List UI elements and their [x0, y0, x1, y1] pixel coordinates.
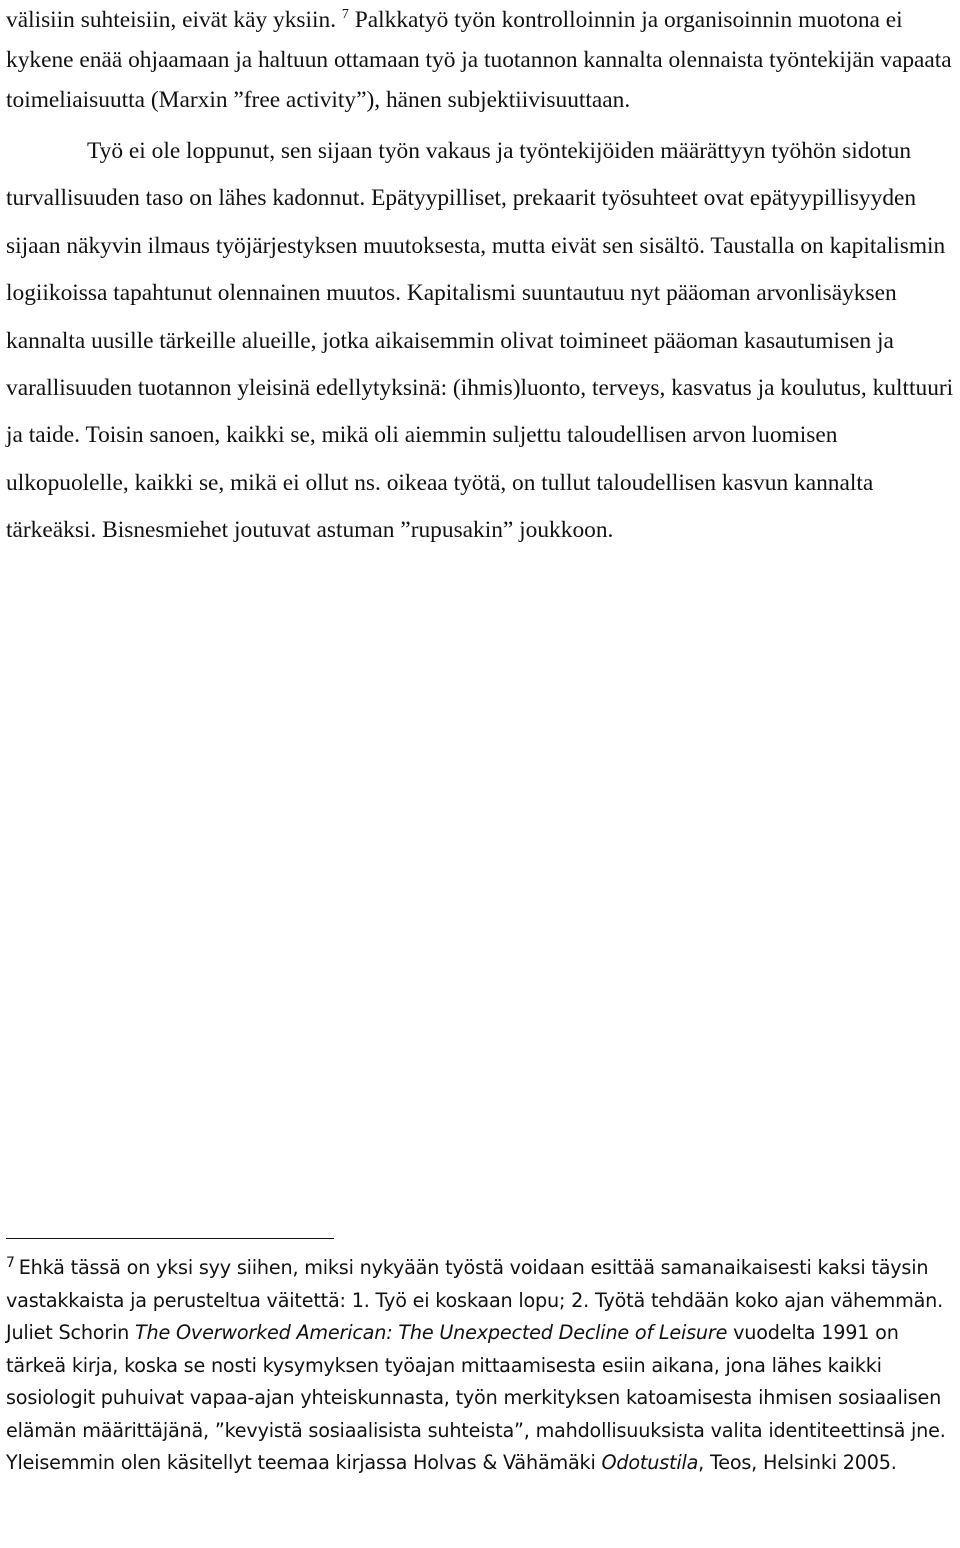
- paragraph-1-start: välisiin suhteisiin, eivät käy yksiin.: [6, 7, 337, 33]
- footnote-text-1: Ehkä tässä on yksi syy siihen, miksi nykyään työstä voidaan esittää samanaikaisesti kaksi täysin vastakkaista ja perusteltua väitettä: 1. Työ ei koskaan lopu; 2. Työtä tehdään koko ajan vähemmän. Juliet Schorin: [6, 1256, 944, 1344]
- footnote-separator: [6, 1238, 334, 1239]
- footnote-reference[interactable]: 7: [341, 7, 349, 22]
- footnote-text-3: , Teos, Helsinki 2005.: [698, 1451, 897, 1474]
- paragraph-1-rest: Palkkatyö työn kontrolloinnin ja organisoinnin muotona ei kykene enää ohjaamaan ja haltuun ottamaan työ ja tuotannon kannalta olennaista työntekijän vapaata toimeliaisuutta (Marxin ”free activity”), hänen subjektiivisuuttaan.: [6, 7, 952, 113]
- footnote-book-title-1: The Overworked American: The Unexpected Decline of Leisure: [135, 1321, 728, 1344]
- paragraph-1: [6, 0, 956, 120]
- footnote-book-title-2: Odotustila: [601, 1451, 699, 1474]
- footnote-number: 7: [6, 1255, 15, 1271]
- footnote-text-2: vuodelta 1991 on tärkeä kirja, koska se nosti kysymyksen työajan mittaamisesta esiin aikana, jona lähes kaikki sosiologit puhuivat vapaa-ajan yhteiskunnasta, työn merkityksen katoamisesta ihmisen sosiaalisen elämän määrittäjänä, ”kevyistä sosiaalisista suhteista”, mahdollisuuksista valita identiteettinsä jne. Yleisemmin olen käsitellyt teemaa kirjassa Holvas & Vähämäki: [6, 1321, 946, 1474]
- footnote-7: [6, 1252, 956, 1480]
- paragraph-2: Työ ei ole loppunut, sen sijaan työn vakaus ja työntekijöiden määrättyyn työhön sidotun turvallisuuden taso on lähes kadonnut. Epätyypilliset, prekaarit työsuhteet ovat epätyypillisyyden sijaan näkyvin ilmaus työjärjestyksen muutoksesta, mutta eivät sen sisältö. Taustalla on kapitalismin logiikoissa tapahtunut olennainen muutos. Kapitalismi suuntautuu nyt pääoman arvonlisäyksen kannalta uusille tärkeille alueille, jotka aikaisemmin olivat toimineet pääoman kasautumisen ja varallisuuden tuotannon yleisinä edellytyksinä: (ihmis)luonto, terveys, kasvatus ja koulutus, kulttuuri ja taide. Toisin sanoen, kaikki se, mikä oli aiemmin suljettu taloudellisen arvon luomisen ulkopuolelle, kaikki se, mikä ei ollut ns. oikeaa työtä, on tullut taloudellisen kasvun kannalta tärkeäksi. Bisnesmiehet joutuvat astuman ”rupusakin” joukkoon.: [6, 138, 954, 544]
- main-text: [6, 0, 956, 555]
